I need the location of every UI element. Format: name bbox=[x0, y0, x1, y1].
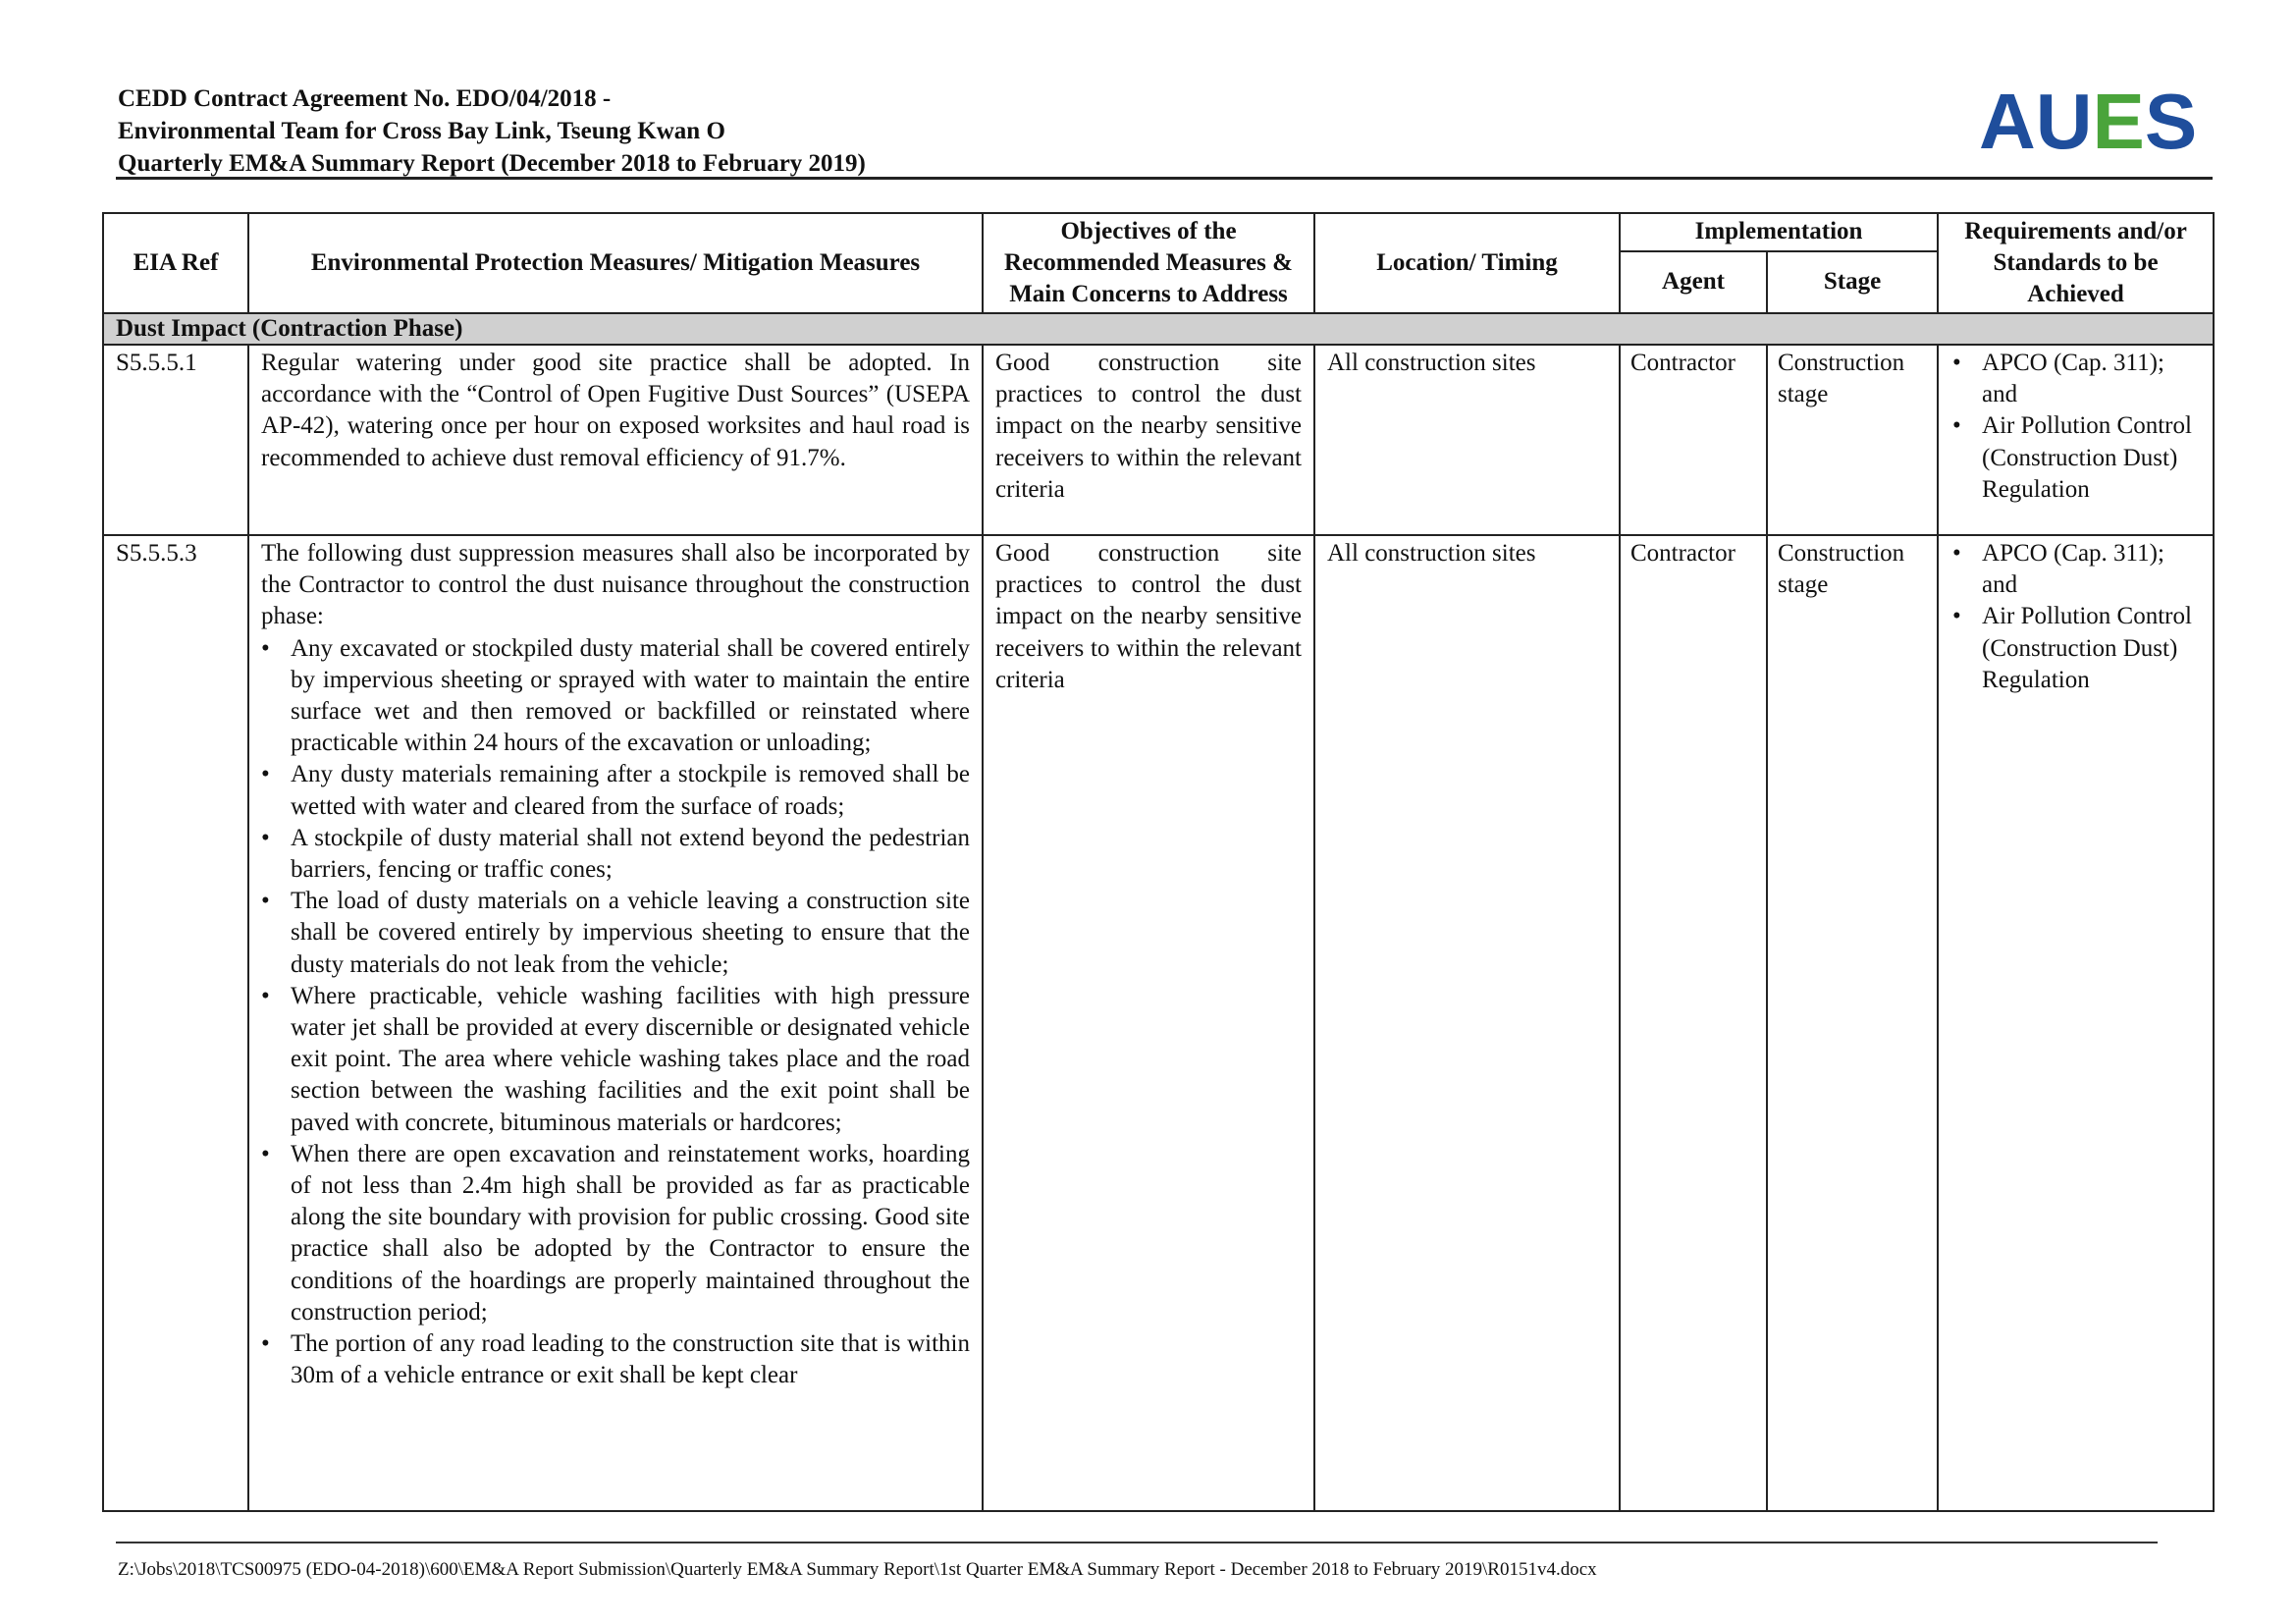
agent-cell: Contractor bbox=[1620, 345, 1767, 535]
table-header-row bbox=[103, 213, 2214, 251]
logo-part-e: E bbox=[2092, 78, 2145, 165]
footer-rule bbox=[116, 1542, 2158, 1543]
requirements-cell bbox=[1938, 345, 2214, 535]
section-row bbox=[103, 313, 2214, 345]
requirements-list bbox=[1950, 348, 2201, 506]
table-row bbox=[103, 345, 2214, 535]
header-rule bbox=[116, 177, 2213, 180]
eia-ref-cell: S5.5.5.1 bbox=[103, 345, 248, 535]
logo-part-s: S bbox=[2144, 78, 2198, 165]
aues-logo bbox=[1979, 78, 2198, 165]
requirements-cell bbox=[1938, 535, 2214, 1511]
col-header-measures: Environmental Protection Measures/ Mitigation Measures bbox=[248, 213, 983, 313]
measure-cell: Regular watering under good site practice shall be adopted. In accordance with the “Control of Open Fugitive Dust Sources” (USEPA AP-42), watering once per hour on exposed worksites and haul road is recommended to achieve dust removal efficiency of 91.7%. bbox=[248, 345, 983, 535]
header-report-title: Quarterly EM&A Summary Report (December 2018 to February 2019) bbox=[118, 150, 866, 177]
measure-bullet: • When there are open excavation and reinstatement works, hoarding of not less than 2.4m high shall be provided as far as practicable along the site boundary with provision for public crossing. Good site practice shall also be adopted by the Contractor to ensure the conditions of the hoardings are properly maintained throughout the construction period; bbox=[291, 1139, 970, 1328]
requirement-item: • Air Pollution Control (Construction Dust) Regulation bbox=[1982, 410, 2201, 506]
measure-bullet: • Any excavated or stockpiled dusty material shall be covered entirely by impervious sheeting or sprayed with water to maintain the entire surface wet and then removed or backfilled or reinstated where practicable within 24 hours of the excavation or unloading; bbox=[291, 633, 970, 760]
requirement-item: • Air Pollution Control (Construction Dust) Regulation bbox=[1982, 601, 2201, 696]
measure-bullet: • The portion of any road leading to the construction site that is within 30m of a vehicle entrance or exit shall be kept clear bbox=[291, 1328, 970, 1391]
col-header-location: Location/ Timing bbox=[1314, 213, 1620, 313]
location-cell: All construction sites bbox=[1314, 345, 1620, 535]
stage-cell: Construction stage bbox=[1767, 345, 1938, 535]
col-header-objectives: Objectives of the Recommended Measures & Main Concerns to Address bbox=[983, 213, 1314, 313]
agent-cell: Contractor bbox=[1620, 535, 1767, 1511]
measure-bullet: • The load of dusty materials on a vehicle leaving a construction site shall be covered entirely by impervious sheeting to ensure that the dusty materials do not leak from the vehicle; bbox=[291, 886, 970, 981]
measure-bullet: • A stockpile of dusty material shall not extend beyond the pedestrian barriers, fencing or traffic cones; bbox=[291, 823, 970, 886]
requirements-list bbox=[1950, 538, 2201, 696]
col-header-stage: Stage bbox=[1767, 251, 1938, 313]
measure-bullet: • Any dusty materials remaining after a stockpile is removed shall be wetted with water and cleared from the surface of roads; bbox=[291, 759, 970, 822]
stage-cell: Construction stage bbox=[1767, 535, 1938, 1511]
requirement-item: • APCO (Cap. 311); and bbox=[1982, 348, 2201, 410]
section-title: Dust Impact (Contraction Phase) bbox=[103, 313, 2214, 345]
objective-cell: Good construction site practices to control the dust impact on the nearby sensitive receivers to within the relevant criteria bbox=[983, 535, 1314, 1511]
measure-bullets bbox=[261, 633, 970, 1392]
eia-ref-cell: S5.5.5.3 bbox=[103, 535, 248, 1511]
col-header-requirements: Requirements and/or Standards to be Achieved bbox=[1938, 213, 2214, 313]
objective-cell: Good construction site practices to control the dust impact on the nearby sensitive receivers to within the relevant criteria bbox=[983, 345, 1314, 535]
header-contract: CEDD Contract Agreement No. EDO/04/2018 - bbox=[118, 85, 612, 112]
col-header-eia-ref: EIA Ref bbox=[103, 213, 248, 313]
logo-part-au: AU bbox=[1979, 78, 2093, 165]
requirement-item: • APCO (Cap. 311); and bbox=[1982, 538, 2201, 601]
col-header-implementation: Implementation bbox=[1620, 213, 1938, 251]
measure-intro: The following dust suppression measures shall also be incorporated by the Contractor to control the dust nuisance throughout the construction phase: bbox=[261, 540, 970, 630]
report-header bbox=[118, 82, 866, 180]
measure-cell bbox=[248, 535, 983, 1511]
col-header-agent: Agent bbox=[1620, 251, 1767, 313]
location-cell: All construction sites bbox=[1314, 535, 1620, 1511]
measure-bullet: • Where practicable, vehicle washing facilities with high pressure water jet shall be provided at every discernible or designated vehicle exit point. The area where vehicle washing takes place and the road section between the washing facilities and the exit point shall be paved with concrete, bituminous materials or hardcores; bbox=[291, 981, 970, 1139]
header-team: Environmental Team for Cross Bay Link, Tseung Kwan O bbox=[118, 118, 725, 144]
mitigation-table bbox=[102, 212, 2215, 1512]
footer-file-path: Z:\Jobs\2018\TCS00975 (EDO-04-2018)\600\EM&A Report Submission\Quarterly EM&A Summary Report\1st Quarter EM&A Summary Report - December 2018 to February 2019\R0151v4.docx bbox=[118, 1559, 1597, 1580]
table-row bbox=[103, 535, 2214, 1511]
